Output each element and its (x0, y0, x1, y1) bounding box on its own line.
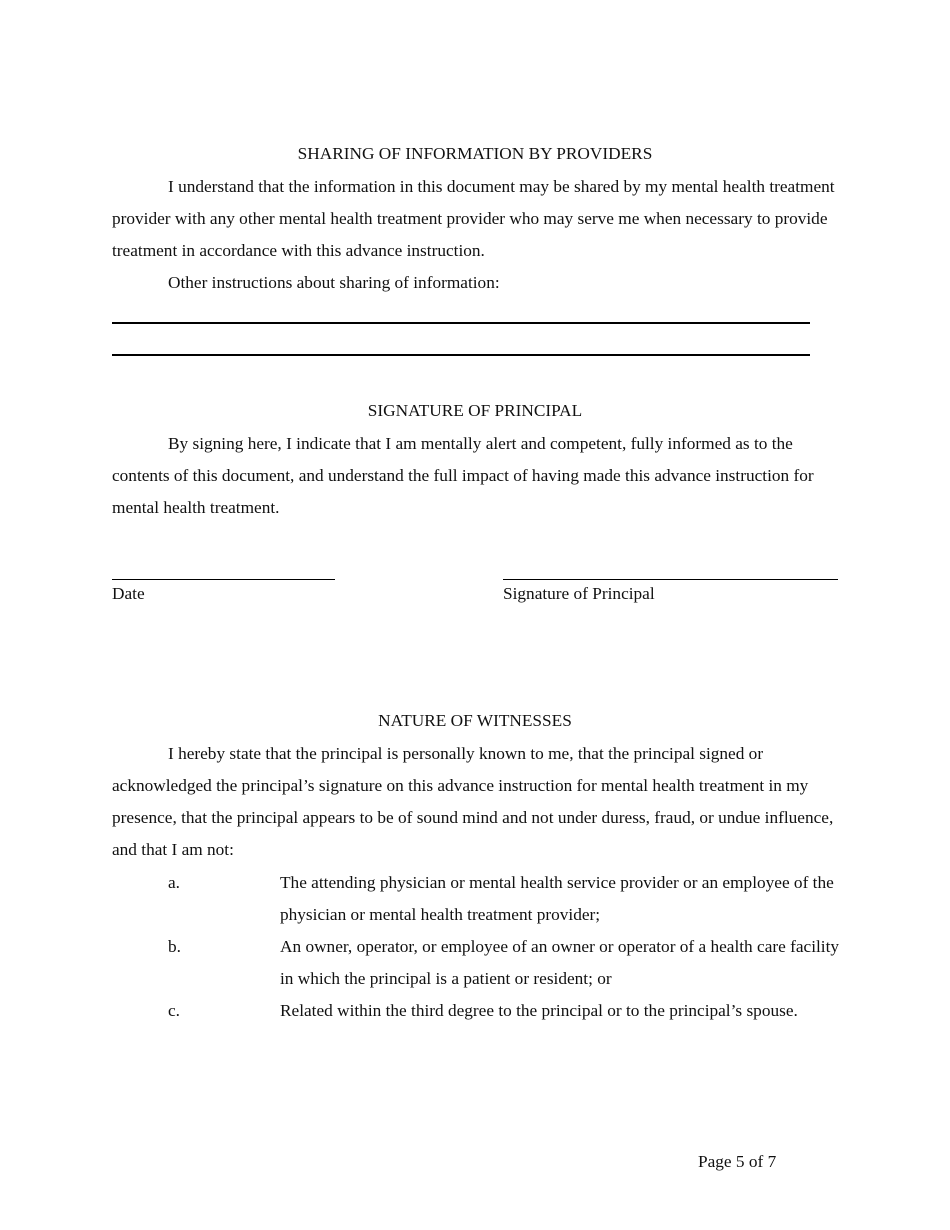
other-instructions-label: Other instructions about sharing of information: (168, 273, 500, 292)
date-label: Date (112, 584, 145, 603)
signature-heading: SIGNATURE OF PRINCIPAL (367, 401, 583, 420)
principal-signature-line[interactable] (503, 579, 838, 580)
list-item-letter: b. (168, 937, 181, 956)
sharing-heading: SHARING OF INFORMATION BY PROVIDERS (297, 144, 653, 163)
list-item-text: Related within the third degree to the principal or to the principal’s spouse. (280, 1001, 798, 1020)
witnesses-heading: NATURE OF WITNESSES (378, 711, 572, 730)
list-item-letter: a. (168, 873, 180, 892)
list-item-text: An owner, operator, or employee of an owner or operator of a health care facility in which the principal is a patient or resident; or (280, 937, 840, 988)
page-number: Page 5 of 7 (698, 1152, 777, 1171)
sharing-paragraph: I understand that the information in this document may be shared by my mental health treatment provider with any other mental health treatment provider who may serve me when necessary to provide treatment in accordance with this advance instruction. (112, 177, 835, 260)
principal-signature-label: Signature of Principal (503, 584, 655, 603)
list-item-text: The attending physician or mental health service provider or an employee of the physician or mental health treatment provider; (280, 873, 834, 924)
signature-paragraph: By signing here, I indicate that I am mentally alert and competent, fully informed as to the contents of this document, and understand the full impact of having made this advance instruction for mental health treatment. (112, 434, 814, 517)
list-item-letter: c. (168, 1001, 180, 1020)
witnesses-paragraph: I hereby state that the principal is personally known to me, that the principal signed or acknowledged the principal’s signature on this advance instruction for mental health treatment in my presence, that the principal appears to be of sound mind and not under duress, fraud, or undue influence, and that I am not: (112, 744, 834, 859)
instructions-line-1[interactable] (112, 322, 810, 324)
date-signature-line[interactable] (112, 579, 335, 580)
instructions-line-2[interactable] (112, 354, 810, 356)
